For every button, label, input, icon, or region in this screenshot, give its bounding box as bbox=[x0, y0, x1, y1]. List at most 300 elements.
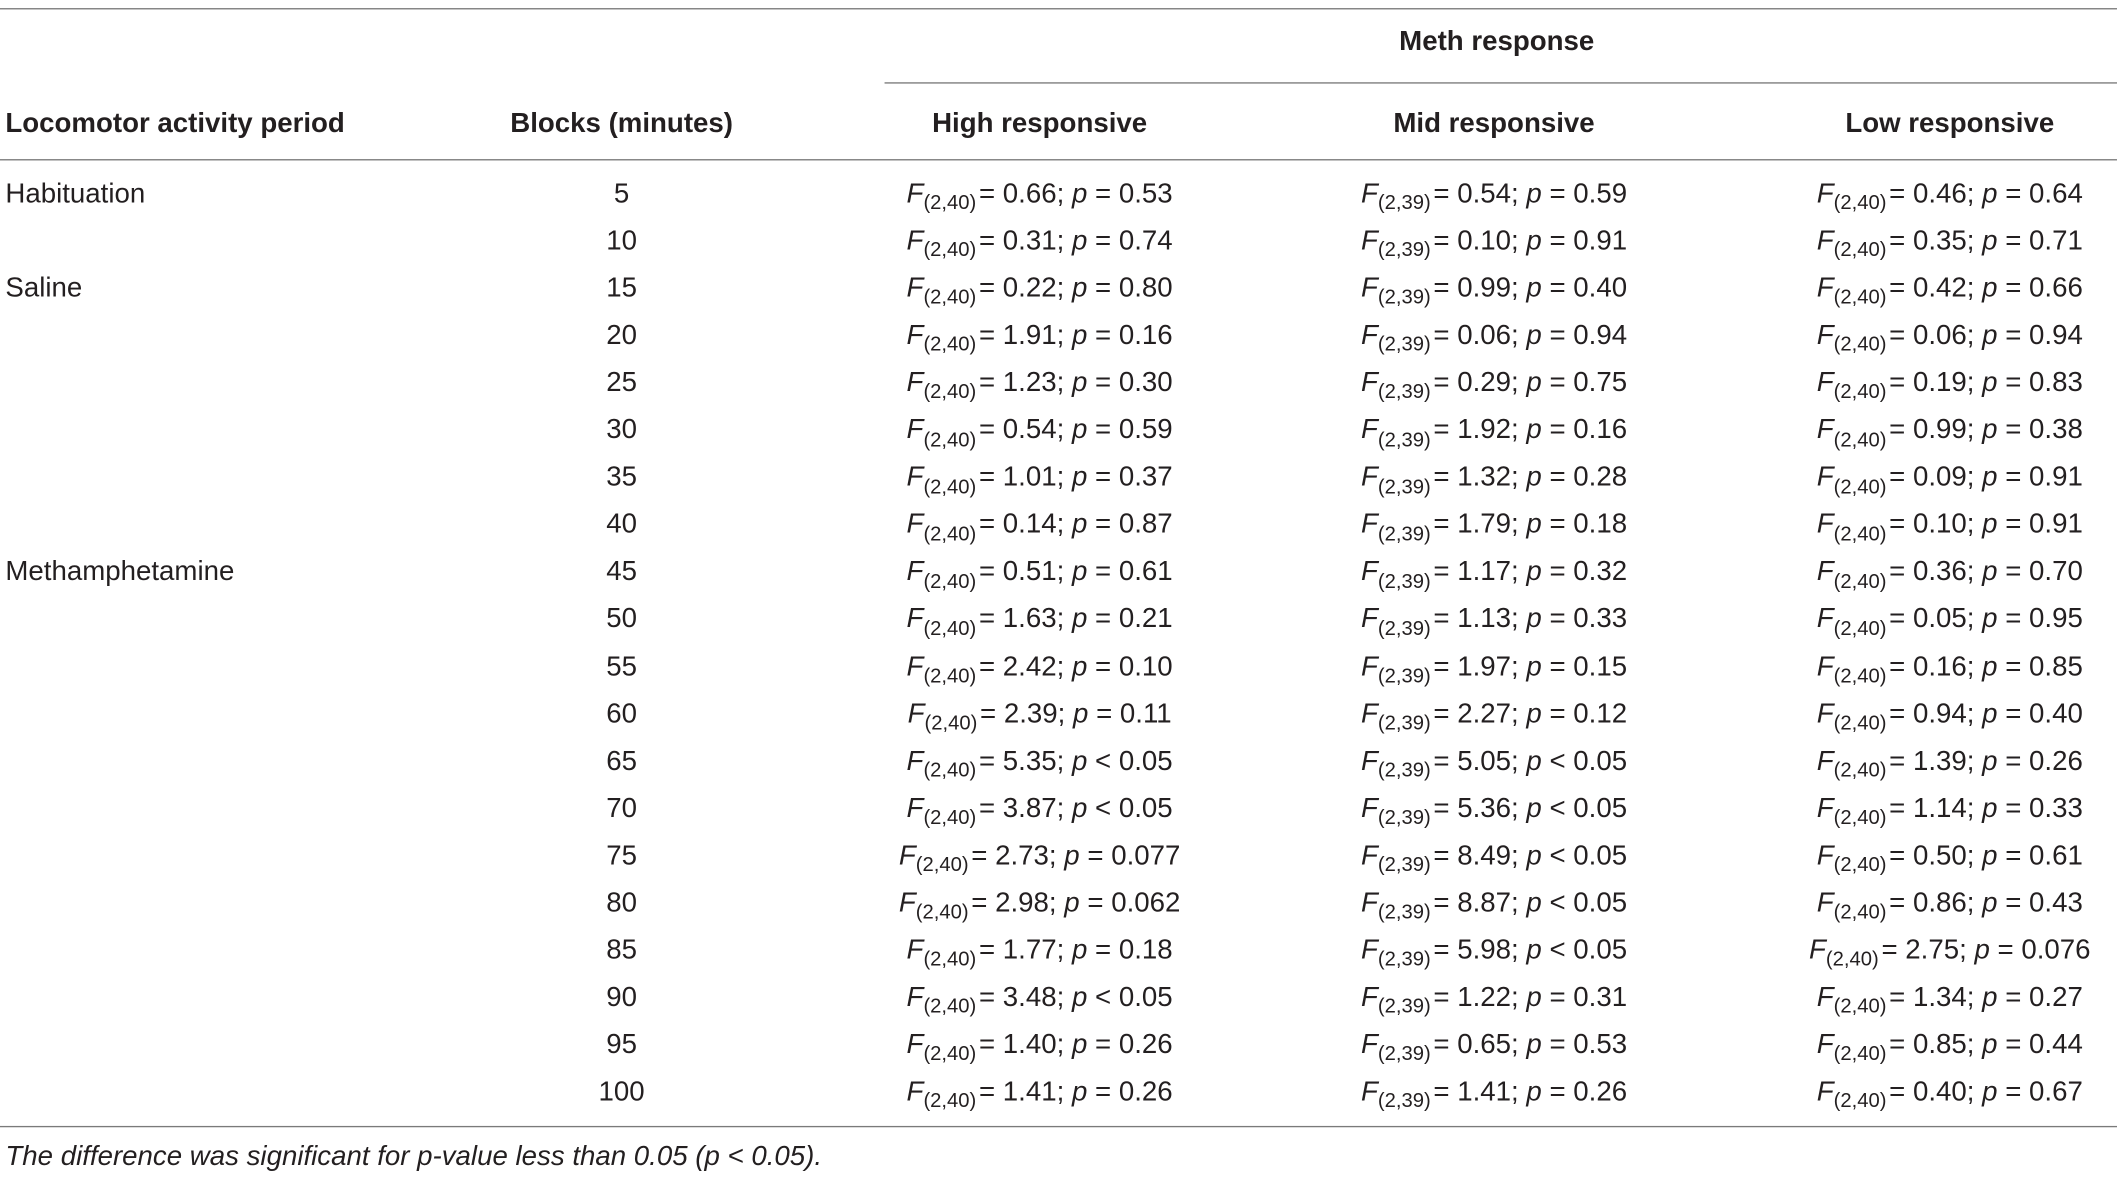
degrees-of-freedom: (2,40) bbox=[1833, 1042, 1887, 1066]
block-cell: 95 bbox=[606, 1028, 637, 1060]
p-symbol: p bbox=[1982, 319, 1998, 351]
stat-cell-high bbox=[898, 886, 1181, 924]
degrees-of-freedom: (2,40) bbox=[923, 806, 977, 830]
f-symbol: F bbox=[1360, 981, 1378, 1013]
p-value: = 0.18 bbox=[1095, 934, 1173, 966]
p-symbol: p bbox=[1974, 934, 1990, 966]
f-value: = 0.94; bbox=[1889, 697, 1983, 729]
f-value: = 0.06; bbox=[1889, 319, 1983, 351]
f-symbol: F bbox=[1360, 177, 1378, 210]
p-value: = 0.75 bbox=[1549, 367, 1628, 399]
f-symbol: F bbox=[1360, 556, 1378, 588]
p-symbol: p bbox=[1526, 886, 1542, 918]
f-value: = 0.19; bbox=[1889, 367, 1983, 399]
p-value: = 0.26 bbox=[1095, 1028, 1173, 1060]
stat-cell-mid bbox=[1360, 603, 1628, 641]
p-value: = 0.83 bbox=[2005, 367, 2083, 399]
stat-cell-high bbox=[898, 839, 1181, 877]
f-value: = 1.23; bbox=[978, 367, 1072, 399]
f-symbol: F bbox=[1816, 272, 1834, 304]
p-value: = 0.33 bbox=[1549, 603, 1628, 635]
f-symbol: F bbox=[1816, 650, 1834, 682]
p-value: = 0.12 bbox=[1549, 697, 1628, 729]
block-cell: 10 bbox=[606, 225, 637, 257]
degrees-of-freedom: (2,40) bbox=[923, 286, 977, 310]
stat-cell-low bbox=[1816, 177, 2083, 215]
degrees-of-freedom: (2,40) bbox=[923, 617, 977, 641]
degrees-of-freedom: (2,40) bbox=[1833, 900, 1887, 924]
f-value: = 2.39; bbox=[980, 697, 1074, 729]
f-value: = 0.10; bbox=[1889, 508, 1983, 540]
p-symbol: p bbox=[1982, 461, 1998, 493]
p-value: = 0.80 bbox=[1095, 272, 1173, 304]
degrees-of-freedom: (2,40) bbox=[1825, 947, 1879, 971]
stat-cell-high bbox=[906, 603, 1173, 641]
p-value: = 0.59 bbox=[1549, 177, 1628, 210]
degrees-of-freedom: (2,40) bbox=[1833, 569, 1887, 593]
degrees-of-freedom: (2,40) bbox=[1833, 191, 1887, 215]
stat-cell-mid bbox=[1360, 934, 1628, 971]
f-value: = 2.73; bbox=[971, 839, 1065, 871]
p-symbol: p bbox=[1071, 934, 1088, 966]
p-symbol: p bbox=[1982, 367, 1998, 399]
p-value: = 0.31 bbox=[1549, 981, 1628, 1013]
p-value: = 0.70 bbox=[2005, 556, 2083, 588]
p-symbol: p bbox=[1071, 981, 1088, 1013]
p-symbol: p bbox=[1982, 745, 1998, 777]
p-value: = 0.91 bbox=[1549, 225, 1628, 257]
f-value: = 5.36; bbox=[1433, 792, 1527, 824]
degrees-of-freedom: (2,39) bbox=[1377, 664, 1431, 688]
stat-cell-low bbox=[1816, 697, 2083, 735]
stat-cell-high bbox=[906, 414, 1173, 452]
f-symbol: F bbox=[906, 981, 924, 1013]
p-value: = 0.85 bbox=[2005, 650, 2083, 682]
degrees-of-freedom: (2,39) bbox=[1377, 475, 1431, 499]
degrees-of-freedom: (2,40) bbox=[923, 758, 977, 782]
p-symbol: p bbox=[1071, 650, 1088, 682]
f-value: = 1.39; bbox=[1889, 745, 1983, 777]
f-symbol: F bbox=[1816, 508, 1834, 540]
stat-cell-high bbox=[906, 792, 1173, 830]
p-value: = 0.32 bbox=[1549, 556, 1628, 588]
stat-cell-low bbox=[1816, 603, 2083, 641]
degrees-of-freedom: (2,40) bbox=[1833, 806, 1887, 830]
stat-cell-mid bbox=[1360, 1028, 1628, 1066]
f-symbol: F bbox=[1816, 225, 1834, 257]
f-symbol: F bbox=[906, 272, 924, 304]
f-symbol: F bbox=[1360, 745, 1378, 777]
degrees-of-freedom: (2,40) bbox=[923, 239, 977, 262]
f-value: = 1.79; bbox=[1433, 508, 1527, 540]
p-value: = 0.94 bbox=[1549, 319, 1628, 351]
f-value: = 0.14; bbox=[978, 508, 1072, 540]
p-value: = 0.95 bbox=[2005, 603, 2083, 635]
p-symbol: p bbox=[1526, 792, 1542, 824]
f-value: = 5.98; bbox=[1433, 934, 1527, 966]
p-value: = 0.30 bbox=[1095, 367, 1173, 399]
degrees-of-freedom: (2,40) bbox=[1833, 239, 1887, 262]
stat-cell-low bbox=[1816, 272, 2083, 310]
f-symbol: F bbox=[907, 697, 925, 729]
p-symbol: p bbox=[1526, 1028, 1542, 1060]
f-symbol: F bbox=[906, 603, 924, 635]
f-value: = 2.42; bbox=[978, 650, 1072, 682]
degrees-of-freedom: (2,39) bbox=[1377, 569, 1431, 593]
p-value: = 0.61 bbox=[1095, 556, 1173, 588]
f-symbol: F bbox=[1816, 1028, 1834, 1060]
p-value: = 0.94 bbox=[2005, 319, 2083, 351]
p-symbol: p bbox=[1071, 177, 1088, 210]
f-symbol: F bbox=[906, 650, 924, 682]
p-value: = 0.87 bbox=[1095, 508, 1173, 540]
stat-cell-mid bbox=[1360, 177, 1628, 215]
p-symbol: p bbox=[1526, 461, 1542, 493]
block-cell: 45 bbox=[606, 556, 637, 588]
f-value: = 1.01; bbox=[978, 461, 1072, 493]
f-value: = 1.92; bbox=[1433, 414, 1527, 446]
degrees-of-freedom: (2,39) bbox=[1377, 1042, 1431, 1066]
degrees-of-freedom: (2,40) bbox=[1833, 853, 1887, 877]
f-symbol: F bbox=[906, 556, 924, 588]
p-symbol: p bbox=[1982, 225, 1998, 257]
p-symbol: p bbox=[1982, 177, 1998, 210]
degrees-of-freedom: (2,40) bbox=[1833, 758, 1887, 782]
p-symbol: p bbox=[1071, 603, 1088, 635]
stat-cell-mid bbox=[1360, 745, 1628, 782]
stat-cell-low bbox=[1816, 745, 2083, 782]
degrees-of-freedom: (2,39) bbox=[1377, 1089, 1431, 1113]
f-symbol: F bbox=[1816, 414, 1834, 446]
p-value: = 0.40 bbox=[2005, 697, 2083, 729]
stat-cell-mid bbox=[1360, 981, 1628, 1019]
degrees-of-freedom: (2,39) bbox=[1377, 995, 1431, 1019]
stat-cell-low bbox=[1816, 981, 2083, 1019]
degrees-of-freedom: (2,39) bbox=[1377, 758, 1431, 782]
f-symbol: F bbox=[1816, 461, 1834, 493]
degrees-of-freedom: (2,40) bbox=[1833, 522, 1887, 546]
p-value: = 0.74 bbox=[1095, 225, 1173, 257]
stat-cell-high bbox=[906, 272, 1173, 310]
p-symbol: p bbox=[1526, 745, 1542, 777]
block-cell: 5 bbox=[613, 177, 630, 210]
degrees-of-freedom: (2,40) bbox=[923, 995, 977, 1019]
p-symbol: p bbox=[1526, 508, 1542, 540]
degrees-of-freedom: (2,39) bbox=[1377, 286, 1431, 310]
f-symbol: F bbox=[906, 792, 924, 824]
p-symbol: p bbox=[1526, 177, 1542, 210]
stat-cell-high bbox=[906, 556, 1173, 593]
p-value: < 0.05 bbox=[1549, 792, 1628, 824]
f-value: = 1.77; bbox=[978, 934, 1072, 966]
p-value: = 0.16 bbox=[1549, 414, 1628, 446]
p-symbol: p bbox=[1982, 697, 1998, 729]
f-symbol: F bbox=[906, 1075, 924, 1107]
p-value: < 0.05 bbox=[1095, 792, 1173, 824]
degrees-of-freedom: (2,40) bbox=[923, 191, 977, 215]
stat-cell-mid bbox=[1360, 650, 1628, 688]
block-cell: 80 bbox=[606, 886, 637, 918]
p-symbol: p bbox=[1526, 556, 1542, 588]
p-value: = 0.67 bbox=[2005, 1075, 2083, 1107]
f-symbol: F bbox=[1360, 414, 1378, 446]
f-symbol: F bbox=[1360, 839, 1378, 871]
f-symbol: F bbox=[906, 414, 924, 446]
stat-cell-high bbox=[906, 367, 1173, 404]
p-value: = 0.59 bbox=[1095, 414, 1173, 446]
block-cell: 70 bbox=[606, 792, 637, 824]
degrees-of-freedom: (2,40) bbox=[1833, 475, 1887, 499]
stat-cell-mid bbox=[1360, 225, 1628, 262]
f-symbol: F bbox=[898, 839, 916, 871]
p-symbol: p bbox=[1071, 745, 1088, 777]
degrees-of-freedom: (2,40) bbox=[1833, 380, 1887, 404]
p-value: = 0.26 bbox=[1095, 1075, 1173, 1107]
p-value: = 0.71 bbox=[2005, 225, 2083, 257]
p-symbol: p bbox=[1526, 367, 1542, 399]
stat-cell-mid bbox=[1360, 508, 1628, 546]
f-value: = 0.05; bbox=[1889, 603, 1983, 635]
p-symbol: p bbox=[1073, 697, 1089, 729]
p-value: = 0.53 bbox=[1549, 1028, 1628, 1060]
p-value: = 0.27 bbox=[2005, 981, 2083, 1013]
p-symbol: p bbox=[1982, 650, 1998, 682]
degrees-of-freedom: (2,39) bbox=[1377, 853, 1431, 877]
p-symbol: p bbox=[1071, 225, 1088, 257]
stat-cell-low bbox=[1816, 839, 2083, 877]
p-symbol: p bbox=[1526, 934, 1542, 966]
f-value: = 0.86; bbox=[1889, 886, 1983, 918]
p-value: = 0.11 bbox=[1096, 697, 1172, 729]
stat-cell-mid bbox=[1360, 886, 1628, 924]
f-symbol: F bbox=[1816, 177, 1834, 210]
f-value: = 0.10; bbox=[1433, 225, 1527, 257]
p-value: = 0.37 bbox=[1095, 461, 1173, 493]
f-value: = 0.66; bbox=[978, 177, 1072, 210]
stat-cell-high bbox=[906, 1028, 1173, 1066]
stat-cell-mid bbox=[1360, 556, 1628, 593]
degrees-of-freedom: (2,40) bbox=[923, 947, 977, 971]
f-value: = 0.09; bbox=[1889, 461, 1983, 493]
f-value: = 8.87; bbox=[1433, 886, 1527, 918]
p-symbol: p bbox=[1071, 508, 1088, 540]
f-symbol: F bbox=[1360, 461, 1378, 493]
degrees-of-freedom: (2,39) bbox=[1377, 522, 1431, 546]
f-symbol: F bbox=[1360, 272, 1378, 304]
stat-cell-high bbox=[906, 934, 1173, 971]
f-symbol: F bbox=[1816, 839, 1834, 871]
f-symbol: F bbox=[1360, 225, 1378, 257]
p-value: = 0.076 bbox=[1997, 934, 2091, 966]
f-value: = 0.99; bbox=[1889, 414, 1983, 446]
f-value: = 1.34; bbox=[1889, 981, 1983, 1013]
f-value: = 0.46; bbox=[1889, 177, 1983, 210]
p-value: = 0.16 bbox=[1095, 319, 1173, 351]
f-symbol: F bbox=[1809, 934, 1826, 966]
f-value: = 0.06; bbox=[1433, 319, 1527, 351]
f-value: = 3.87; bbox=[978, 792, 1072, 824]
stat-cell-high bbox=[906, 1075, 1173, 1113]
degrees-of-freedom: (2,39) bbox=[1377, 617, 1431, 641]
stat-cell-low bbox=[1816, 367, 2083, 404]
f-value: = 0.29; bbox=[1433, 367, 1527, 399]
degrees-of-freedom: (2,39) bbox=[1377, 900, 1431, 924]
block-cell: 65 bbox=[606, 745, 637, 777]
p-value: = 0.53 bbox=[1095, 177, 1173, 210]
degrees-of-freedom: (2,40) bbox=[923, 664, 977, 688]
p-symbol: p bbox=[1982, 556, 1998, 588]
p-symbol: p bbox=[1526, 839, 1542, 871]
f-value: = 0.16; bbox=[1889, 650, 1983, 682]
degrees-of-freedom: (2,40) bbox=[923, 428, 977, 452]
p-value: < 0.05 bbox=[1095, 981, 1173, 1013]
f-symbol: F bbox=[1816, 792, 1834, 824]
stat-cell-mid bbox=[1360, 1075, 1628, 1113]
block-cell: 30 bbox=[606, 414, 637, 446]
p-symbol: p bbox=[1071, 272, 1088, 304]
f-value: = 1.13; bbox=[1433, 603, 1527, 635]
col-header-period: Locomotor activity period bbox=[5, 107, 345, 139]
block-cell: 20 bbox=[606, 319, 637, 351]
degrees-of-freedom: (2,40) bbox=[923, 475, 977, 499]
f-value: = 0.36; bbox=[1889, 556, 1983, 588]
f-value: = 1.22; bbox=[1433, 981, 1527, 1013]
col-header-mid: Mid responsive bbox=[1393, 107, 1595, 139]
degrees-of-freedom: (2,39) bbox=[1377, 239, 1431, 262]
table-footnote: The difference was significant for p-value less than 0.05 (p < 0.05). bbox=[5, 1140, 823, 1172]
f-symbol: F bbox=[1360, 697, 1378, 729]
col-header-blocks: Blocks (minutes) bbox=[510, 107, 733, 139]
f-value: = 0.35; bbox=[1889, 225, 1983, 257]
period-cell: Saline bbox=[5, 272, 83, 304]
p-value: = 0.15 bbox=[1549, 650, 1628, 682]
f-symbol: F bbox=[906, 508, 924, 540]
p-symbol: p bbox=[1071, 319, 1088, 351]
stat-cell-mid bbox=[1360, 839, 1628, 877]
block-cell: 50 bbox=[606, 603, 637, 635]
stat-cell-high bbox=[906, 745, 1173, 782]
col-header-low: Low responsive bbox=[1845, 107, 2055, 139]
block-cell: 40 bbox=[606, 508, 637, 540]
p-value: = 0.21 bbox=[1095, 603, 1173, 635]
stat-cell-mid bbox=[1360, 367, 1628, 404]
p-value: = 0.10 bbox=[1095, 650, 1173, 682]
degrees-of-freedom: (2,40) bbox=[1833, 995, 1887, 1019]
stat-cell-low bbox=[1816, 225, 2083, 262]
stat-cell-low bbox=[1809, 934, 2091, 971]
p-value: = 0.44 bbox=[2005, 1028, 2083, 1060]
block-cell: 55 bbox=[606, 650, 637, 682]
p-value: < 0.05 bbox=[1549, 934, 1628, 966]
f-symbol: F bbox=[1360, 650, 1378, 682]
stat-cell-mid bbox=[1360, 272, 1628, 310]
f-value: = 2.75; bbox=[1881, 934, 1975, 966]
stat-cell-mid bbox=[1360, 461, 1628, 499]
degrees-of-freedom: (2,40) bbox=[923, 380, 977, 404]
degrees-of-freedom: (2,40) bbox=[924, 711, 978, 735]
f-value: = 0.65; bbox=[1433, 1028, 1527, 1060]
p-value: = 0.64 bbox=[2005, 177, 2083, 210]
f-value: = 1.97; bbox=[1433, 650, 1527, 682]
f-value: = 8.49; bbox=[1433, 839, 1527, 871]
stat-cell-high bbox=[906, 461, 1173, 499]
block-cell: 90 bbox=[606, 981, 637, 1013]
f-symbol: F bbox=[1360, 792, 1378, 824]
block-cell: 60 bbox=[606, 697, 637, 729]
group-header-rule bbox=[885, 82, 2117, 83]
stat-cell-low bbox=[1816, 1075, 2083, 1113]
header-bottom-rule bbox=[0, 159, 2117, 160]
block-cell: 25 bbox=[606, 367, 637, 399]
stat-cell-high bbox=[906, 650, 1173, 688]
f-symbol: F bbox=[1360, 367, 1378, 399]
p-symbol: p bbox=[1982, 886, 1998, 918]
f-symbol: F bbox=[1816, 1075, 1834, 1107]
stat-cell-low bbox=[1816, 886, 2083, 924]
degrees-of-freedom: (2,40) bbox=[1833, 286, 1887, 310]
meth-response-header: Meth response bbox=[1399, 25, 1595, 57]
f-symbol: F bbox=[1816, 367, 1834, 399]
f-symbol: F bbox=[906, 745, 924, 777]
p-symbol: p bbox=[1982, 981, 1998, 1013]
p-value: < 0.05 bbox=[1549, 886, 1628, 918]
p-symbol: p bbox=[1526, 603, 1542, 635]
stat-cell-high bbox=[906, 508, 1173, 546]
p-symbol: p bbox=[1982, 1028, 1998, 1060]
p-symbol: p bbox=[1982, 792, 1998, 824]
degrees-of-freedom: (2,40) bbox=[1833, 711, 1887, 735]
p-symbol: p bbox=[1982, 603, 1998, 635]
f-symbol: F bbox=[906, 319, 924, 351]
degrees-of-freedom: (2,40) bbox=[1833, 664, 1887, 688]
f-symbol: F bbox=[906, 461, 924, 493]
p-symbol: p bbox=[1526, 225, 1542, 257]
f-symbol: F bbox=[1360, 1075, 1378, 1107]
p-symbol: p bbox=[1526, 319, 1542, 351]
p-symbol: p bbox=[1071, 461, 1088, 493]
p-symbol: p bbox=[1526, 697, 1542, 729]
f-value: = 0.31; bbox=[978, 225, 1072, 257]
p-symbol: p bbox=[1526, 650, 1542, 682]
f-value: = 0.22; bbox=[978, 272, 1072, 304]
p-symbol: p bbox=[1982, 414, 1998, 446]
p-value: = 0.66 bbox=[2005, 272, 2083, 304]
f-value: = 1.14; bbox=[1889, 792, 1983, 824]
degrees-of-freedom: (2,40) bbox=[915, 900, 969, 924]
degrees-of-freedom: (2,39) bbox=[1377, 806, 1431, 830]
period-cell: Methamphetamine bbox=[5, 556, 235, 588]
p-symbol: p bbox=[1982, 508, 1998, 540]
degrees-of-freedom: (2,40) bbox=[923, 1042, 977, 1066]
f-symbol: F bbox=[906, 225, 924, 257]
f-value: = 2.27; bbox=[1433, 697, 1527, 729]
f-symbol: F bbox=[1816, 603, 1834, 635]
f-symbol: F bbox=[1816, 556, 1834, 588]
stat-cell-mid bbox=[1360, 414, 1628, 452]
f-symbol: F bbox=[1360, 603, 1378, 635]
degrees-of-freedom: (2,40) bbox=[1833, 428, 1887, 452]
f-value: = 1.40; bbox=[978, 1028, 1072, 1060]
p-value: < 0.05 bbox=[1549, 839, 1628, 871]
p-symbol: p bbox=[1071, 1028, 1088, 1060]
p-symbol: p bbox=[1982, 839, 1998, 871]
p-value: = 0.40 bbox=[1549, 272, 1628, 304]
stat-cell-low bbox=[1816, 319, 2083, 357]
degrees-of-freedom: (2,40) bbox=[923, 333, 977, 357]
p-symbol: p bbox=[1071, 367, 1088, 399]
degrees-of-freedom: (2,39) bbox=[1377, 428, 1431, 452]
f-value: = 2.98; bbox=[971, 886, 1065, 918]
